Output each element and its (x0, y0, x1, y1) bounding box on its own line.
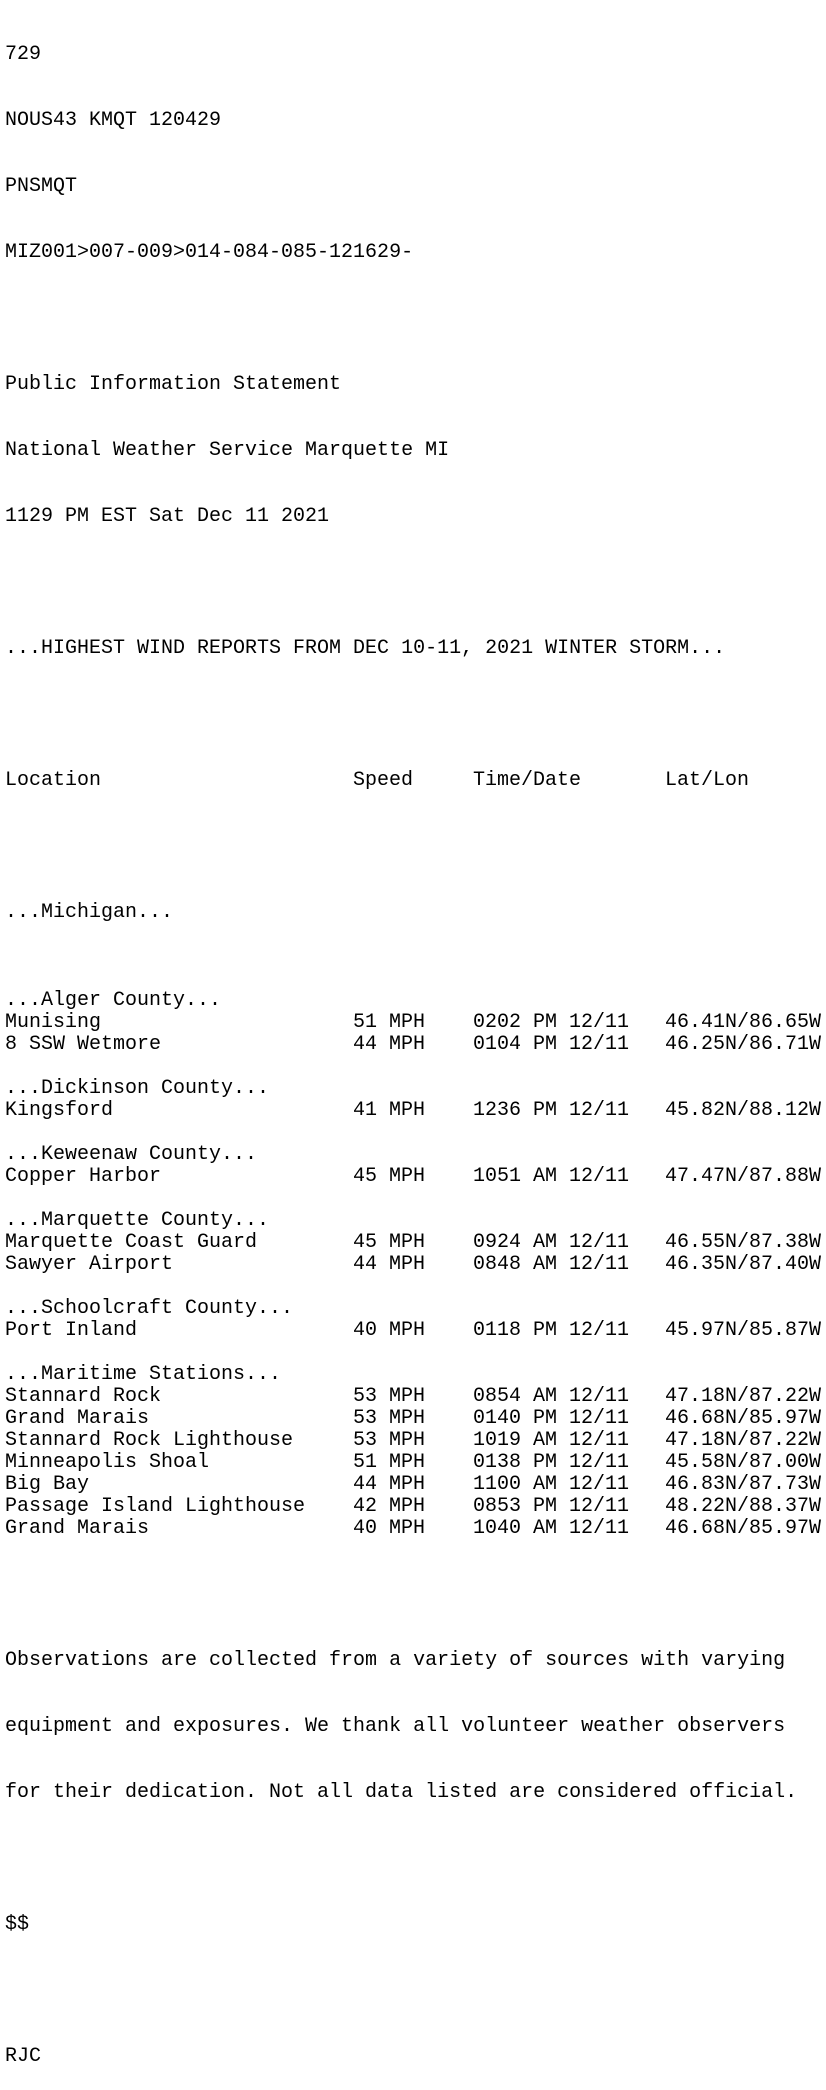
table-row (5, 1386, 826, 1408)
column-header-location: Location (5, 769, 102, 792)
cell-location: Minneapolis Shoal (5, 1451, 210, 1474)
awips-id: PNSMQT (5, 175, 78, 198)
cell-latlon: 46.55N/87.38W (665, 1231, 822, 1254)
cell-speed: 51 MPH (353, 1451, 426, 1474)
disclaimer-line: Observations are collected from a variety of sources with varying (5, 1649, 786, 1672)
disclaimer-line: equipment and exposures. We thank all volunteer weather observers (5, 1715, 786, 1738)
cell-time: 0848 AM 12/11 (473, 1253, 630, 1276)
cell-speed: 53 MPH (353, 1385, 426, 1408)
cell-speed: 53 MPH (353, 1407, 426, 1430)
cell-latlon: 46.41N/86.65W (665, 1011, 822, 1034)
cell-speed: 42 MPH (353, 1495, 426, 1518)
table-row (5, 1496, 826, 1518)
headline: ...HIGHEST WIND REPORTS FROM DEC 10-11, 2021 WINTER STORM... (5, 637, 726, 660)
group-heading: ...Schoolcraft County... (5, 1297, 294, 1320)
cell-time: 0924 AM 12/11 (473, 1231, 630, 1254)
blank-line (5, 308, 826, 330)
blank-line (5, 1980, 826, 2002)
blank-line (5, 1848, 826, 1870)
cell-location: Grand Marais (5, 1517, 150, 1540)
state-label: ...Michigan... (5, 901, 174, 924)
cell-location: Munising (5, 1011, 102, 1034)
cell-latlon: 46.68N/85.97W (665, 1517, 822, 1540)
cell-latlon: 46.83N/87.73W (665, 1473, 822, 1496)
cell-time: 0104 PM 12/11 (473, 1033, 630, 1056)
disclaimer-line: for their dedication. Not all data listed are considered official. (5, 1781, 798, 1804)
cell-time: 0853 PM 12/11 (473, 1495, 630, 1518)
table-row (5, 1034, 826, 1056)
column-header-speed: Speed (353, 769, 414, 792)
cell-location: 8 SSW Wetmore (5, 1033, 162, 1056)
table-row (5, 1320, 826, 1342)
blank-line (5, 1056, 826, 1078)
blank-line (5, 1122, 826, 1144)
ugc-zones: MIZ001>007-009>014-084-085-121629- (5, 241, 414, 264)
cell-time: 1040 AM 12/11 (473, 1517, 630, 1540)
cell-speed: 45 MPH (353, 1165, 426, 1188)
cell-latlon: 47.47N/87.88W (665, 1165, 822, 1188)
table-row (5, 1254, 826, 1276)
blank-line (5, 1342, 826, 1364)
cell-location: Big Bay (5, 1473, 90, 1496)
group-heading: ...Keweenaw County... (5, 1143, 258, 1166)
blank-line (5, 836, 826, 858)
cell-location: Kingsford (5, 1099, 114, 1122)
cell-latlon: 45.58N/87.00W (665, 1451, 822, 1474)
cell-location: Stannard Rock Lighthouse (5, 1429, 294, 1452)
cell-time: 1019 AM 12/11 (473, 1429, 630, 1452)
table-row (5, 1408, 826, 1430)
cell-speed: 40 MPH (353, 1517, 426, 1540)
cell-speed: 45 MPH (353, 1231, 426, 1254)
author-initials: RJC (5, 2045, 42, 2068)
cell-speed: 40 MPH (353, 1319, 426, 1342)
table-row (5, 1012, 826, 1034)
table-row (5, 1232, 826, 1254)
blank-line (5, 968, 826, 990)
table-row (5, 1452, 826, 1474)
cell-latlon: 46.35N/87.40W (665, 1253, 822, 1276)
issue-time: 1129 PM EST Sat Dec 11 2021 (5, 505, 330, 528)
cell-location: Grand Marais (5, 1407, 150, 1430)
cell-speed: 41 MPH (353, 1099, 426, 1122)
cell-location: Sawyer Airport (5, 1253, 174, 1276)
blank-line (5, 572, 826, 594)
group-heading: ...Marquette County... (5, 1209, 270, 1232)
cell-time: 1100 AM 12/11 (473, 1473, 630, 1496)
table-row (5, 1474, 826, 1496)
cell-time: 0118 PM 12/11 (473, 1319, 630, 1342)
cell-latlon: 47.18N/87.22W (665, 1429, 822, 1452)
cell-time: 1051 AM 12/11 (473, 1165, 630, 1188)
cell-time: 0140 PM 12/11 (473, 1407, 630, 1430)
cell-speed: 44 MPH (353, 1473, 426, 1496)
group-heading: ...Dickinson County... (5, 1077, 270, 1100)
cell-speed: 44 MPH (353, 1033, 426, 1056)
cell-location: Port Inland (5, 1319, 138, 1342)
blank-line (5, 704, 826, 726)
table-row (5, 1100, 826, 1122)
issuing-office: National Weather Service Marquette MI (5, 439, 450, 462)
column-header-latlon: Lat/Lon (665, 769, 750, 792)
table-row (5, 1166, 826, 1188)
blank-line (5, 1584, 826, 1606)
cell-location: Stannard Rock (5, 1385, 162, 1408)
column-header-time: Time/Date (473, 769, 582, 792)
cell-time: 0854 AM 12/11 (473, 1385, 630, 1408)
group-heading: ...Maritime Stations... (5, 1363, 282, 1386)
blank-line (5, 1276, 826, 1298)
cell-latlon: 48.22N/88.37W (665, 1495, 822, 1518)
cell-latlon: 46.68N/85.97W (665, 1407, 822, 1430)
table-row (5, 1518, 826, 1540)
cell-time: 1236 PM 12/11 (473, 1099, 630, 1122)
cell-location: Marquette Coast Guard (5, 1231, 258, 1254)
blank-line (5, 1188, 826, 1210)
cell-time: 0202 PM 12/11 (473, 1011, 630, 1034)
table-row (5, 1430, 826, 1452)
group-heading: ...Alger County... (5, 989, 222, 1012)
product-id: 729 (5, 43, 42, 66)
cell-location: Passage Island Lighthouse (5, 1495, 306, 1518)
cell-latlon: 47.18N/87.22W (665, 1385, 822, 1408)
statement-title: Public Information Statement (5, 373, 342, 396)
cell-speed: 53 MPH (353, 1429, 426, 1452)
cell-time: 0138 PM 12/11 (473, 1451, 630, 1474)
cell-latlon: 45.97N/85.87W (665, 1319, 822, 1342)
column-headers (5, 770, 826, 792)
cell-latlon: 46.25N/86.71W (665, 1033, 822, 1056)
report-groups (5, 968, 826, 1540)
wmo-header: NOUS43 KMQT 120429 (5, 109, 222, 132)
cell-latlon: 45.82N/88.12W (665, 1099, 822, 1122)
cell-speed: 51 MPH (353, 1011, 426, 1034)
end-marker: $$ (5, 1913, 30, 1936)
cell-speed: 44 MPH (353, 1253, 426, 1276)
cell-location: Copper Harbor (5, 1165, 162, 1188)
